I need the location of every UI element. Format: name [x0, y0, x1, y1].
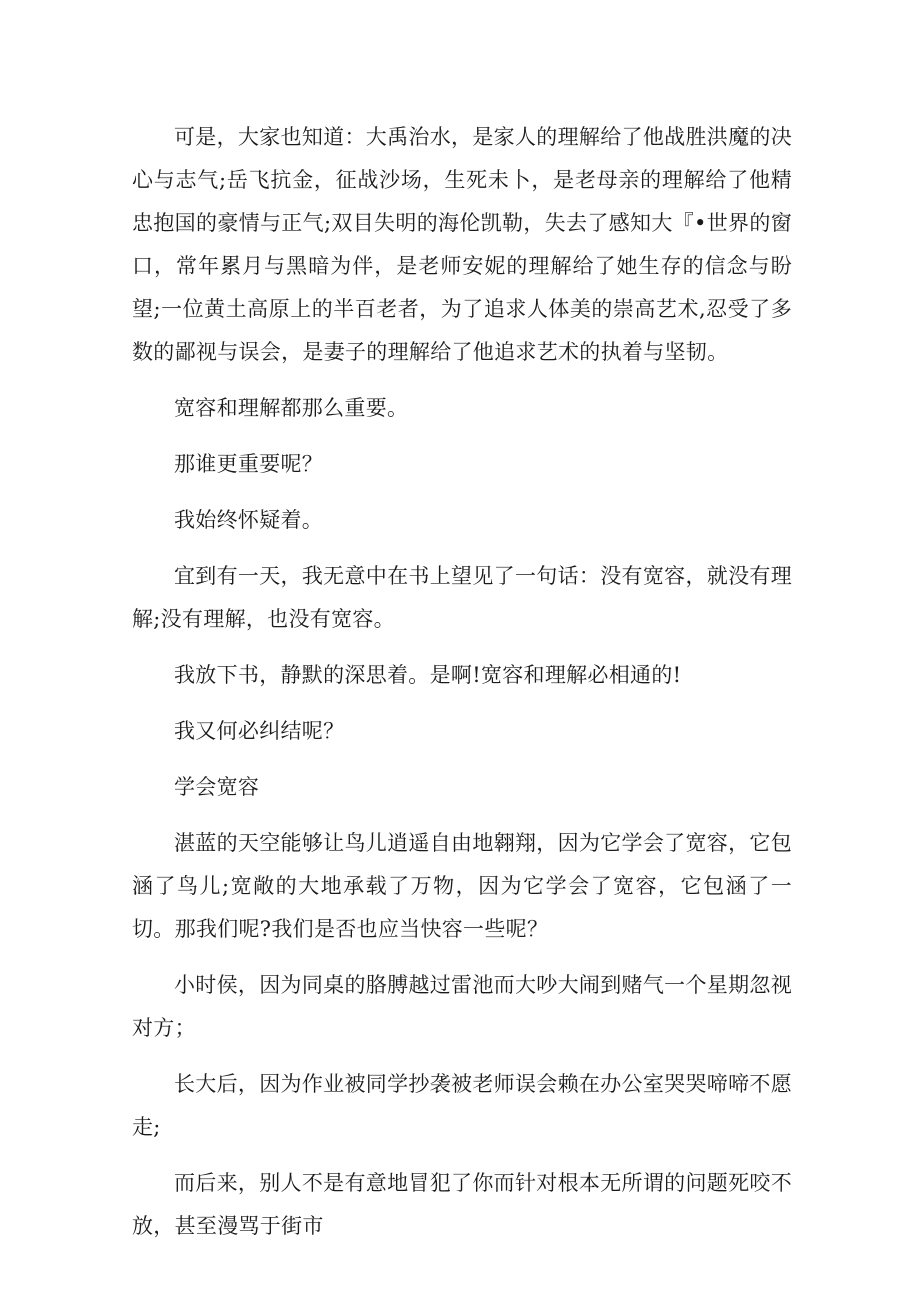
paragraph-doubting: 我始终怀疑着。	[174, 508, 324, 532]
paragraph-put-down-book: 我放下书，静默的深思着。是啊!宽容和理解必相通的!	[174, 663, 682, 687]
paragraph-why-tangle: 我又何必纠结呢？	[174, 719, 345, 743]
paragraph-growing-up: 长大后，因为作业被同学抄袭被老师误会赖在办公室哭哭啼啼不愿走;	[132, 1072, 792, 1139]
paragraph-understanding-examples: 可是，大家也知道：大禹治水，是家人的理解给了他战胜洪魔的决心与志气;岳飞抗金，征战沙场，生死未卜，是老母亲的理解给了他精忠抱国的豪情与正气;双目失明的海伦凯勒，失去了感知大『•世界的窗口，常年累月与黑暗为伴，是老师安妮的理解给了她生存的信念与盼望;一位黄土高原上的半百老者，为了追求人体美的崇高艺术,忍受了多数的鄙视与误会，是妻子的理解给了他追求艺术的执着与坚韧。	[132, 125, 792, 364]
text-body	[132, 116, 792, 1261]
paragraph-which-more-important: 那谁更重要呢？	[174, 452, 324, 476]
paragraph-childhood: 小时侯，因为同桌的胳膊越过雷池而大吵大闹到赌气一个星期忽视对方；	[132, 973, 792, 1040]
paragraph-sky-and-earth: 湛蓝的天空能够让鸟儿逍遥自由地翱翔，因为它学会了宽容，它包涵了鸟儿;宽敞的大地承载了万物，因为它学会了宽容，它包涵了一切。那我们呢?我们是否也应当快容一些呢？	[132, 831, 792, 941]
paragraph-both-important: 宽容和理解都那么重要。	[174, 396, 409, 420]
section-heading-learn-tolerance: 学会宽容	[174, 775, 260, 799]
paragraph-quote-from-book: 宜到有一天，我无意中在书上望见了一句话：没有宽容，就没有理解;没有理解，也没有宽容。	[132, 564, 792, 631]
paragraph-later: 而后来，别人不是有意地冒犯了你而针对根本无所谓的问题死咬不放，甚至漫骂于街市	[132, 1171, 792, 1238]
